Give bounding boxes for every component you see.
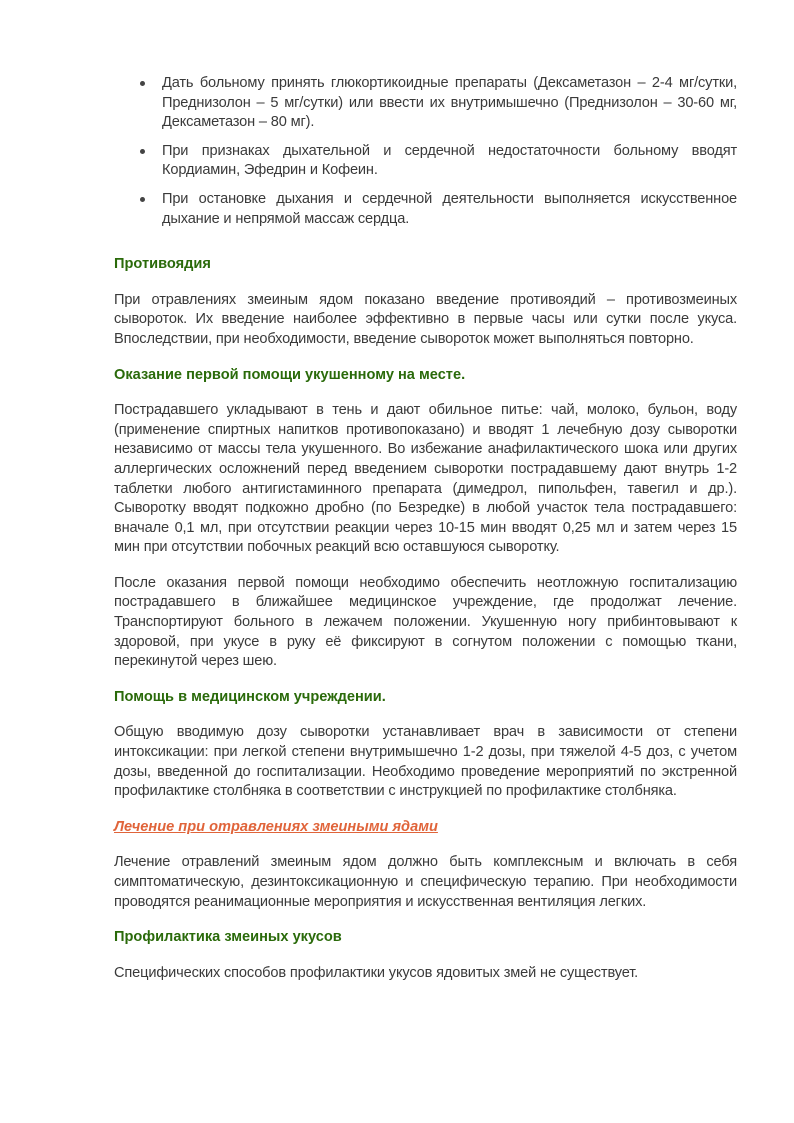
bullet-icon: [140, 81, 145, 86]
list-item: [114, 74, 737, 133]
medical-facility-paragraph: Общую вводимую дозу сыворотки устанавливает врач в зависимости от степени интоксикации: при легкой степени внутримышечно 1-2 дозы, при тяжелой 4-5 доз, с учетом дозы, введенной до госпитализации. Необходимо проведение мероприятий по экстренной профилактике столбняка в соответствии с инструкцией по профилактике столбняка.: [114, 724, 737, 800]
section-heading-prevention: Профилактика змеиных укусов: [114, 929, 342, 946]
document-page: [114, 74, 737, 983]
section-heading-medical-facility: Помощь в медицинском учреждении.: [114, 688, 386, 705]
treatment-bullet-list: [114, 74, 737, 229]
section-heading-first-aid: Оказание первой помощи укушенному на месте.: [114, 366, 466, 383]
treatment-heading-link[interactable]: Лечение при отравлениях змеиными ядами: [114, 818, 438, 835]
bullet-icon: [140, 197, 145, 202]
list-item-text: Дать больному принять глюкортикоидные препараты (Дексаметазон – 2-4 мг/сутки, Преднизолон – 5 мг/сутки) или ввести их внутримышечно (Преднизолон – 30-60 мг, Дексаметазон – 80 мг).: [162, 75, 737, 131]
list-item: [114, 142, 737, 181]
prevention-paragraph: Специфических способов профилактики укусов ядовитых змей не существует.: [114, 964, 639, 981]
first-aid-paragraph-1: Пострадавшего укладывают в тень и дают обильное питье: чай, молоко, бульон, воду (применение спиртных напитков противопоказано) и вводят 1 лечебную дозу сыворотки независимо от массы тела укушенного. Во избежание анафилактического шока или других аллергических осложнений перед введением сыворотки пострадавшему дают внутрь 1-2 таблетки любого антигистаминного препарата (димедрол, пипольфен, тавегил и др.). Сыворотку вводят подкожно дробно (по Безредке) в любой участок тела пострадавшего: вначале 0,1 мл, при отсутствии реакции через 10-15 мин вводят 0,25 мл и затем через 15 мин при отсутствии побочных реакций всю оставшуюся сыворотку.: [114, 402, 737, 556]
bullet-icon: [140, 149, 145, 154]
first-aid-paragraph-2: После оказания первой помощи необходимо обеспечить неотложную госпитализацию пострадавшего в ближайшее медицинское учреждение, где продолжат лечение. Транспортируют больного в лежачем положении. Укушенную ногу прибинтовывают к здоровой, при укусе в руку её фиксируют в согнутом положении с помощью ткани, перекинутой через шею.: [114, 574, 737, 670]
section-heading-antidotes: Противоядия: [114, 256, 211, 273]
list-item: [114, 190, 737, 229]
antidotes-paragraph: При отравлениях змеиным ядом показано введение противоядий – противозмеиных сывороток. Их введение наиболее эффективно в первые часы или сутки после укуса. Впоследствии, при необходимости, введение сывороток может выполняться повторно.: [114, 291, 737, 347]
list-item-text: При признаках дыхательной и сердечной недостаточности больному вводят Кордиамин, Эфедрин и Кофеин.: [162, 142, 737, 179]
list-item-text: При остановке дыхания и сердечной деятельности выполняется искусственное дыхание и непрямой массаж сердца.: [162, 190, 737, 227]
treatment-paragraph: Лечение отравлений змеиным ядом должно быть комплексным и включать в себя симптоматическую, дезинтоксикационную и специфическую терапию. При необходимости проводятся реанимационные мероприятия и искусственная вентиляция легких.: [114, 854, 737, 910]
